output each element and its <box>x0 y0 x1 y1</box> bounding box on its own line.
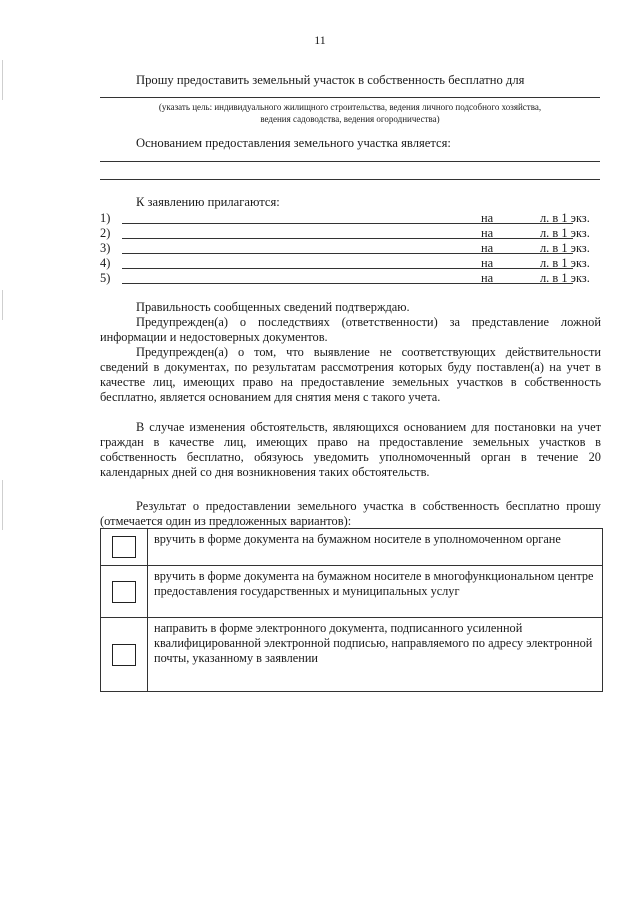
attachment-number: 5) <box>100 271 111 285</box>
attachment-na: на <box>481 211 494 225</box>
purpose-hint-line: ведения садоводства, ведения огородничества) <box>260 114 440 124</box>
scan-edge-mark <box>2 290 3 320</box>
warning-false-info: Предупрежден(а) о последствиях (ответственности) за представление ложной информации и недостоверных документов. <box>100 315 601 344</box>
attachment-sheets-line[interactable] <box>505 238 538 239</box>
attachment-copies: л. в 1 экз. <box>540 211 590 225</box>
attachment-row <box>100 271 601 286</box>
attachment-number: 2) <box>100 226 111 240</box>
purpose-hint-line: (указать цель: индивидуального жилищного строительства, ведения личного подсобного хозяйства, <box>158 102 542 112</box>
attachment-row <box>100 226 601 241</box>
warning-deregistration: Предупрежден(а) о том, что выявление не соответствующих действительности сведений в документах, по результатам рассмотрения которых буду поставлен(а) на учет в качестве лиц, имеющих право на предоставление земельных участков в собственность бесплатно, является основанием для снятия меня с такого учета. <box>100 345 601 404</box>
scan-edge-mark <box>2 480 3 530</box>
option-text: вручить в форме документа на бумажном носителе в уполномоченном органе <box>148 529 603 566</box>
attachment-row <box>100 241 601 256</box>
attachment-na: на <box>481 271 494 285</box>
option-text: вручить в форме документа на бумажном носителе в многофункциональном центре предоставления государственных и муниципальных услуг <box>148 566 603 618</box>
basis-blank-line[interactable] <box>100 161 600 162</box>
option-text: направить в форме электронного документа, подписанного усиленной квалифицированной электронной подписью, направляемого по адресу электронной почты, указанному в заявлении <box>148 618 603 692</box>
attachment-copies: л. в 1 экз. <box>540 241 590 255</box>
attachment-copies: л. в 1 экз. <box>540 256 590 270</box>
purpose-blank-line[interactable] <box>100 97 600 98</box>
attachment-row <box>100 256 601 271</box>
attachment-row <box>100 211 601 226</box>
confirm-statement: Правильность сообщенных сведений подтверждаю. <box>136 300 410 314</box>
option-checkbox-cell <box>101 618 148 692</box>
option-checkbox-cell <box>101 566 148 618</box>
basis-label: Основанием предоставления земельного участка является: <box>136 136 451 150</box>
page-number: 11 <box>314 33 326 47</box>
result-option-row <box>101 618 603 692</box>
attachment-na: на <box>481 241 494 255</box>
change-notice: В случае изменения обстоятельств, являющихся основанием для постановки на учет граждан в качестве лиц, имеющих право на предоставление земельных участков в собственность бесплатно, обязуюсь уведомить уполномоченный орган в течение 20 календарных дней со дня возникновения таких обстоятельств. <box>100 420 601 479</box>
purpose-hint <box>100 101 600 125</box>
attachments-heading: К заявлению прилагаются: <box>136 195 280 209</box>
result-intro: Результат о предоставлении земельного участка в собственность бесплатно прошу (отмечается один из предложенных вариантов): <box>100 499 601 528</box>
result-option-row <box>101 529 603 566</box>
attachment-number: 1) <box>100 211 111 225</box>
attachment-sheets-line[interactable] <box>505 268 538 269</box>
result-options-table <box>100 528 603 692</box>
attachment-sheets-line[interactable] <box>505 223 538 224</box>
attachment-na: на <box>481 226 494 240</box>
option-checkbox[interactable] <box>112 536 136 558</box>
attachment-na: на <box>481 256 494 270</box>
attachment-number: 4) <box>100 256 111 270</box>
scan-edge-mark <box>2 60 3 100</box>
option-checkbox-cell <box>101 529 148 566</box>
attachment-sheets-line[interactable] <box>505 283 538 284</box>
result-option-row <box>101 566 603 618</box>
attachment-copies: л. в 1 экз. <box>540 226 590 240</box>
option-checkbox[interactable] <box>112 581 136 603</box>
option-checkbox[interactable] <box>112 644 136 666</box>
attachment-copies: л. в 1 экз. <box>540 271 590 285</box>
request-line: Прошу предоставить земельный участок в собственность бесплатно для <box>136 73 525 87</box>
attachment-sheets-line[interactable] <box>505 253 538 254</box>
basis-blank-line[interactable] <box>100 179 600 180</box>
attachment-number: 3) <box>100 241 111 255</box>
